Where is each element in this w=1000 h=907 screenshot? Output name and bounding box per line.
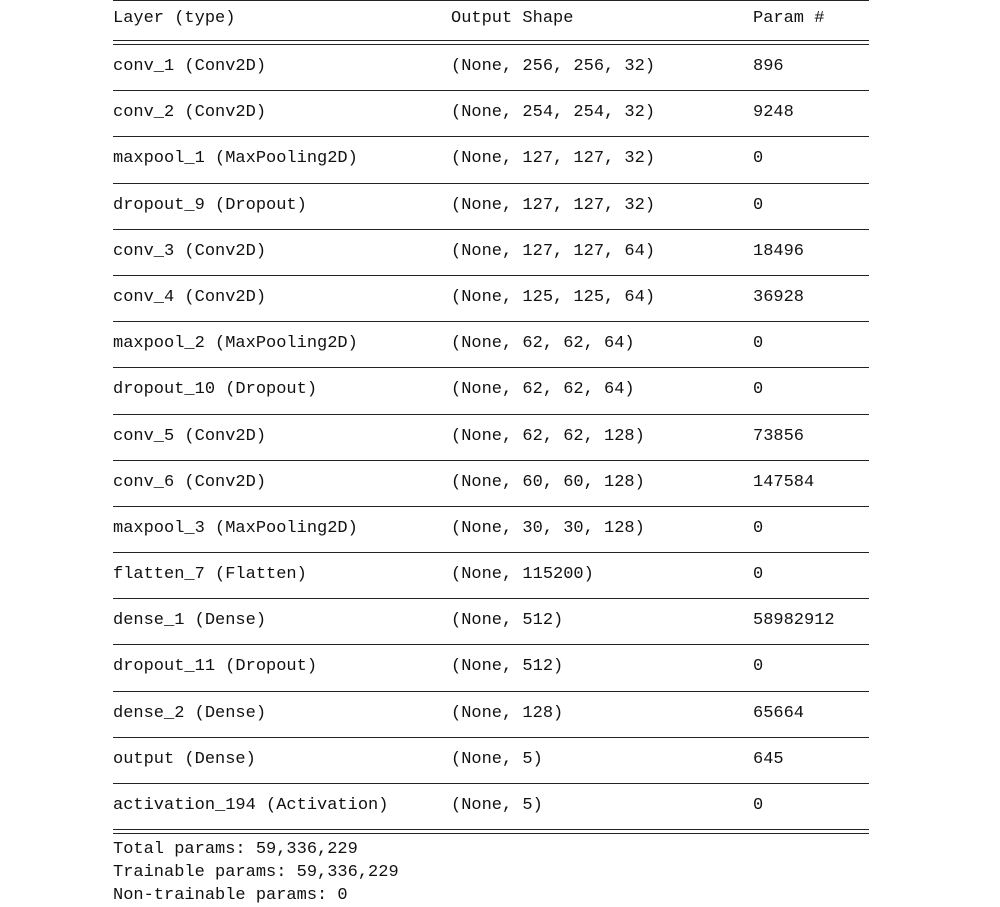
layer-name-cell: conv_4 (Conv2D)	[113, 287, 267, 307]
trainable-params: Trainable params: 59,336,229	[113, 863, 399, 883]
param-count-cell: 0	[753, 565, 764, 585]
param-count-cell: 0	[753, 195, 764, 215]
param-count-cell: 18496	[753, 241, 805, 261]
layer-name-cell: dense_1 (Dense)	[113, 611, 267, 631]
output-shape-cell: (None, 254, 254, 32)	[451, 103, 656, 123]
param-count-cell: 645	[753, 749, 784, 769]
param-count-cell: 65664	[753, 703, 805, 723]
layer-name-cell: conv_1 (Conv2D)	[113, 57, 267, 76]
table-row	[113, 645, 869, 691]
output-shape-cell: (None, 5)	[451, 749, 543, 769]
table-row	[113, 137, 869, 183]
param-count-cell: 0	[753, 796, 764, 815]
param-count-cell: 0	[753, 149, 764, 169]
header-param-count: Param #	[753, 9, 825, 28]
table-row	[113, 91, 869, 137]
param-count-cell: 896	[753, 57, 784, 76]
output-shape-cell: (None, 62, 62, 64)	[451, 380, 635, 400]
layer-name-cell: activation_194 (Activation)	[113, 796, 389, 815]
table-row	[113, 276, 869, 322]
table-row	[113, 692, 869, 738]
param-count-cell: 147584	[753, 472, 815, 492]
layer-name-cell: conv_3 (Conv2D)	[113, 241, 267, 261]
param-count-cell: 0	[753, 334, 764, 354]
output-shape-cell: (None, 62, 62, 64)	[451, 334, 635, 354]
output-shape-cell: (None, 512)	[451, 611, 564, 631]
header-output-shape: Output Shape	[451, 9, 574, 28]
param-count-cell: 58982912	[753, 611, 835, 631]
table-row	[113, 368, 869, 414]
output-shape-cell: (None, 30, 30, 128)	[451, 518, 645, 538]
table-row	[113, 415, 869, 461]
output-shape-cell: (None, 62, 62, 128)	[451, 426, 645, 446]
param-count-cell: 0	[753, 518, 764, 538]
output-shape-cell: (None, 256, 256, 32)	[451, 57, 656, 76]
non-trainable-params: Non-trainable params: 0	[113, 886, 348, 906]
layer-rows	[113, 45, 869, 829]
layer-name-cell: maxpool_2 (MaxPooling2D)	[113, 334, 358, 354]
model-summary	[113, 0, 869, 907]
table-row	[113, 230, 869, 276]
output-shape-cell: (None, 127, 127, 32)	[451, 149, 656, 169]
layer-name-cell: conv_5 (Conv2D)	[113, 426, 267, 446]
table-row	[113, 461, 869, 507]
table-row	[113, 553, 869, 599]
layer-name-cell: output (Dense)	[113, 749, 256, 769]
output-shape-cell: (None, 512)	[451, 657, 564, 677]
header-layer: Layer (type)	[113, 9, 236, 28]
layer-name-cell: conv_2 (Conv2D)	[113, 103, 267, 123]
param-count-cell: 9248	[753, 103, 794, 123]
summary-header	[113, 0, 869, 40]
table-row	[113, 738, 869, 784]
layer-name-cell: maxpool_3 (MaxPooling2D)	[113, 518, 358, 538]
layer-name-cell: conv_6 (Conv2D)	[113, 472, 267, 492]
layer-name-cell: dropout_10 (Dropout)	[113, 380, 318, 400]
output-shape-cell: (None, 5)	[451, 796, 543, 815]
table-row	[113, 184, 869, 230]
param-count-cell: 36928	[753, 287, 805, 307]
layer-name-cell: flatten_7 (Flatten)	[113, 565, 307, 585]
table-row	[113, 45, 869, 91]
output-shape-cell: (None, 127, 127, 64)	[451, 241, 656, 261]
param-count-cell: 0	[753, 380, 764, 400]
layer-name-cell: maxpool_1 (MaxPooling2D)	[113, 149, 358, 169]
output-shape-cell: (None, 60, 60, 128)	[451, 472, 645, 492]
layer-name-cell: dense_2 (Dense)	[113, 703, 267, 723]
output-shape-cell: (None, 128)	[451, 703, 564, 723]
param-count-cell: 0	[753, 657, 764, 677]
total-params: Total params: 59,336,229	[113, 840, 358, 860]
param-totals	[113, 834, 869, 907]
output-shape-cell: (None, 127, 127, 32)	[451, 195, 656, 215]
layer-name-cell: dropout_11 (Dropout)	[113, 657, 318, 677]
table-row	[113, 507, 869, 553]
param-count-cell: 73856	[753, 426, 805, 446]
layer-name-cell: dropout_9 (Dropout)	[113, 195, 307, 215]
table-row	[113, 322, 869, 368]
output-shape-cell: (None, 125, 125, 64)	[451, 287, 656, 307]
output-shape-cell: (None, 115200)	[451, 565, 594, 585]
table-row	[113, 784, 869, 829]
table-row	[113, 599, 869, 645]
